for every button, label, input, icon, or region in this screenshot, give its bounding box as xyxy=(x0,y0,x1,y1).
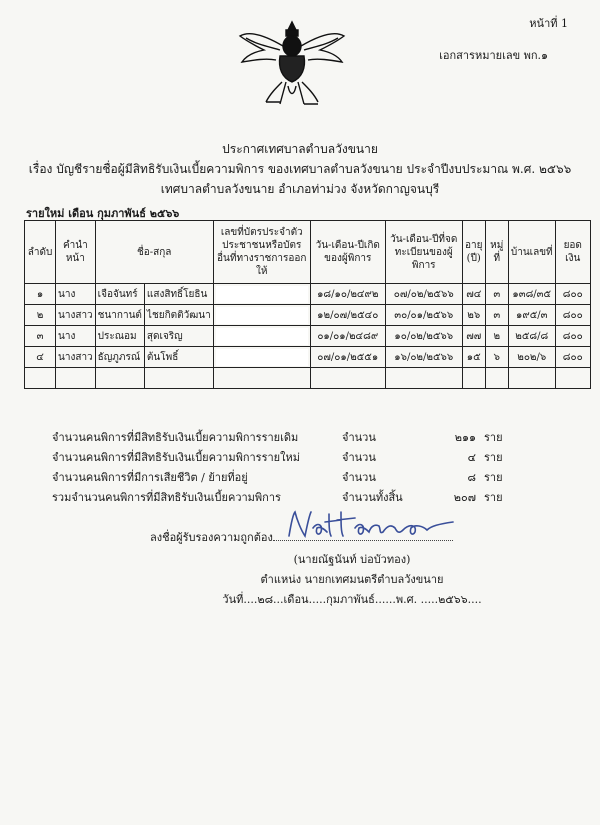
cell-amount: ๘๐๐ xyxy=(555,347,590,368)
summary-row-removed xyxy=(52,468,512,488)
cell-first-name: ธัญภูภรณ์ xyxy=(95,347,144,368)
summary-label: จำนวนคนพิการที่มีสิทธิรับเงินเบี้ยความพิการรายใหม่ xyxy=(52,451,300,464)
column-header-name: ชื่อ-สกุล xyxy=(95,221,213,284)
cell-dob: ๐๑/๐๑/๒๔๘๙ xyxy=(310,326,385,347)
redaction-block xyxy=(216,286,308,303)
handwritten-signature xyxy=(283,506,463,546)
summary-row-new xyxy=(52,448,512,468)
column-header-id-card: เลขที่บัตรประจำตัวประชาชนหรือบัตรอื่นที่ทางราชการออกให้ xyxy=(213,221,310,284)
cell-reg-date: ๑๐/๐๒/๒๕๖๖ xyxy=(385,326,462,347)
table-row xyxy=(25,347,591,368)
organization-line: เทศบาลตำบลวังขนาย อำเภอท่าม่วง จังหวัดกาญจนบุรี xyxy=(160,182,440,196)
cell-village: ๓ xyxy=(485,284,508,305)
column-header-house-no: บ้านเลขที่ xyxy=(508,221,555,284)
cell-village: ๒ xyxy=(485,326,508,347)
cell-last-name: สุดเจริญ xyxy=(144,326,213,347)
summary-value: ๒๐๗ xyxy=(453,491,476,504)
column-header-reg-date: วัน-เดือน-ปีที่จดทะเบียนของผู้พิการ xyxy=(385,221,462,284)
summary-unit: ราย xyxy=(484,451,503,464)
cell-amount: ๘๐๐ xyxy=(555,326,590,347)
document-reference: เอกสารหมายเลข พก.๑ xyxy=(439,49,548,62)
cell-dob: ๑๘/๑๐/๒๔๙๒ xyxy=(310,284,385,305)
cell-prefix: นาง xyxy=(56,284,96,305)
summary-value: ๒๑๑ xyxy=(454,431,476,444)
cell-prefix: นางสาว xyxy=(56,347,96,368)
cell-id-redacted xyxy=(213,305,310,326)
summary-unit: ราย xyxy=(484,431,503,444)
signer-name: (นายณัฐนันท์ บ่อบัวทอง) xyxy=(293,553,411,566)
cell-amount: ๘๐๐ xyxy=(555,284,590,305)
announcement-subject: เรื่อง บัญชีรายชื่อผู้มีสิทธิรับเงินเบี้ยความพิการ ของเทศบาลตำบลวังขนาย ประจำปีงบประมาณ พ.ศ. ๒๕๖๖ xyxy=(28,162,572,176)
summary-word: จำนวน xyxy=(342,431,376,444)
cell-village: ๓ xyxy=(485,305,508,326)
cell-amount: ๘๐๐ xyxy=(555,305,590,326)
summary-word: จำนวนทั้งสิ้น xyxy=(342,491,403,504)
announcement-title: ประกาศเทศบาลตำบลวังขนาย xyxy=(222,142,378,156)
cell-first-name: ชนากานต์ xyxy=(95,305,144,326)
summary-value: ๔ xyxy=(467,451,476,464)
table-row xyxy=(25,284,591,305)
cell-no: ๓ xyxy=(25,326,56,347)
table-row-empty xyxy=(25,368,591,389)
summary-word: จำนวน xyxy=(342,471,376,484)
summary-label: จำนวนคนพิการที่มีสิทธิรับเงินเบี้ยความพิการรายเดิม xyxy=(52,431,299,444)
cell-no: ๔ xyxy=(25,347,56,368)
table-row xyxy=(25,305,591,326)
summary-row-total xyxy=(52,488,512,508)
signer-position: ตำแหน่ง นายกเทศมนตรีตำบลวังขนาย xyxy=(260,573,444,586)
table-header-row xyxy=(25,221,591,284)
cell-dob: ๐๗/๐๑/๒๕๕๑ xyxy=(310,347,385,368)
cell-village: ๖ xyxy=(485,347,508,368)
summary-row-existing xyxy=(52,428,512,448)
summary-label: รวมจำนวนคนพิการที่มีสิทธิรับเงินเบี้ยความพิการ xyxy=(52,491,281,504)
cell-prefix: นาง xyxy=(56,326,96,347)
summary-unit: ราย xyxy=(484,491,503,504)
redaction-block xyxy=(216,307,308,324)
cell-reg-date: ๑๖/๐๒/๒๕๖๖ xyxy=(385,347,462,368)
cell-last-name: แสงสิทธิ์โยธิน xyxy=(144,284,213,305)
cell-reg-date: ๐๗/๐๒/๒๕๖๖ xyxy=(385,284,462,305)
cell-id-redacted xyxy=(213,326,310,347)
cell-house-no: ๒๐๒/๖ xyxy=(508,347,555,368)
summary-unit: ราย xyxy=(484,471,503,484)
cell-age: ๗๔ xyxy=(462,284,485,305)
certification-label: ลงชื่อผู้รับรองความถูกต้อง xyxy=(150,531,273,544)
cell-house-no: ๒๕๘/๘ xyxy=(508,326,555,347)
column-header-age: อายุ (ปี) xyxy=(462,221,485,284)
cell-last-name: ไชยกิตติวัฒนา xyxy=(144,305,213,326)
section-label: รายใหม่ เดือน กุมภาพันธ์ ๒๕๖๖ xyxy=(26,207,180,220)
cell-no: ๑ xyxy=(25,284,56,305)
table-row xyxy=(25,326,591,347)
cell-age: ๗๗ xyxy=(462,326,485,347)
cell-house-no: ๑๙๕/๓ xyxy=(508,305,555,326)
cell-dob: ๑๒/๐๗/๒๕๔๐ xyxy=(310,305,385,326)
cell-first-name: เจือจันทร์ xyxy=(95,284,144,305)
cell-age: ๒๖ xyxy=(462,305,485,326)
column-header-village: หมู่ที่ xyxy=(485,221,508,284)
column-header-prefix: คำนำหน้า xyxy=(56,221,96,284)
summary-value: ๘ xyxy=(467,471,476,484)
cell-id-redacted xyxy=(213,284,310,305)
cell-house-no: ๑๓๘/๓๕ xyxy=(508,284,555,305)
cell-reg-date: ๓๐/๐๑/๒๕๖๖ xyxy=(385,305,462,326)
summary-block xyxy=(52,428,512,508)
cell-no: ๒ xyxy=(25,305,56,326)
redaction-block xyxy=(216,328,308,345)
cell-id-redacted xyxy=(213,347,310,368)
column-header-dob: วัน-เดือน-ปีเกิดของผู้พิการ xyxy=(310,221,385,284)
garuda-emblem-icon xyxy=(236,16,348,110)
cell-age: ๑๕ xyxy=(462,347,485,368)
column-header-amount: ยอดเงิน xyxy=(555,221,590,284)
beneficiary-table xyxy=(24,220,591,389)
certification-date: วันที่....๒๘...เดือน.....กุมภาพันธ์......พ.ศ. .....๒๕๖๖.... xyxy=(222,593,482,606)
summary-word: จำนวน xyxy=(342,451,376,464)
cell-last-name: ต้นโพธิ์ xyxy=(144,347,213,368)
cell-first-name: ประณอม xyxy=(95,326,144,347)
cell-prefix: นางสาว xyxy=(56,305,96,326)
redaction-block xyxy=(216,349,308,366)
page-number: หน้าที่ 1 xyxy=(529,17,568,30)
column-header-no: ลำดับ xyxy=(25,221,56,284)
summary-label: จำนวนคนพิการที่มีการเสียชีวิต / ย้ายที่อยู่ xyxy=(52,471,248,484)
